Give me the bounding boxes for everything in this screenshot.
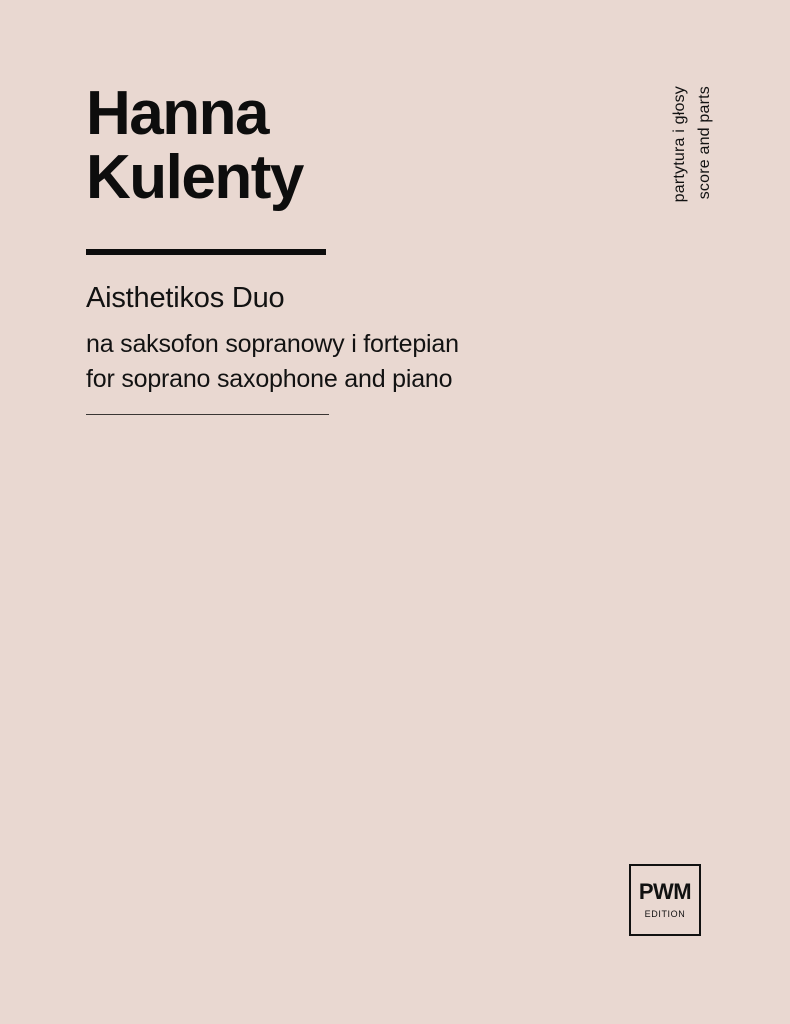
pwm-edition-logo xyxy=(629,864,701,936)
edition-type-english: score and parts xyxy=(696,86,713,200)
subtitle-english: for soprano saxophone and piano xyxy=(86,365,453,394)
edition-type-polish: partytura i głosy xyxy=(671,86,688,203)
work-title: Aisthetikos Duo xyxy=(86,282,285,314)
edition-type-vertical xyxy=(664,86,714,306)
composer-name xyxy=(86,79,606,213)
title-divider xyxy=(86,414,329,415)
composer-divider xyxy=(86,249,326,255)
title-block xyxy=(86,280,646,398)
publisher-qualifier: EDITION xyxy=(644,909,686,919)
composer-first-name: Hanna xyxy=(86,79,268,148)
publisher-name: PWM xyxy=(638,879,692,904)
subtitle-polish: na saksofon sopranowy i fortepian xyxy=(86,329,459,358)
composer-last-name: Kulenty xyxy=(86,143,303,213)
